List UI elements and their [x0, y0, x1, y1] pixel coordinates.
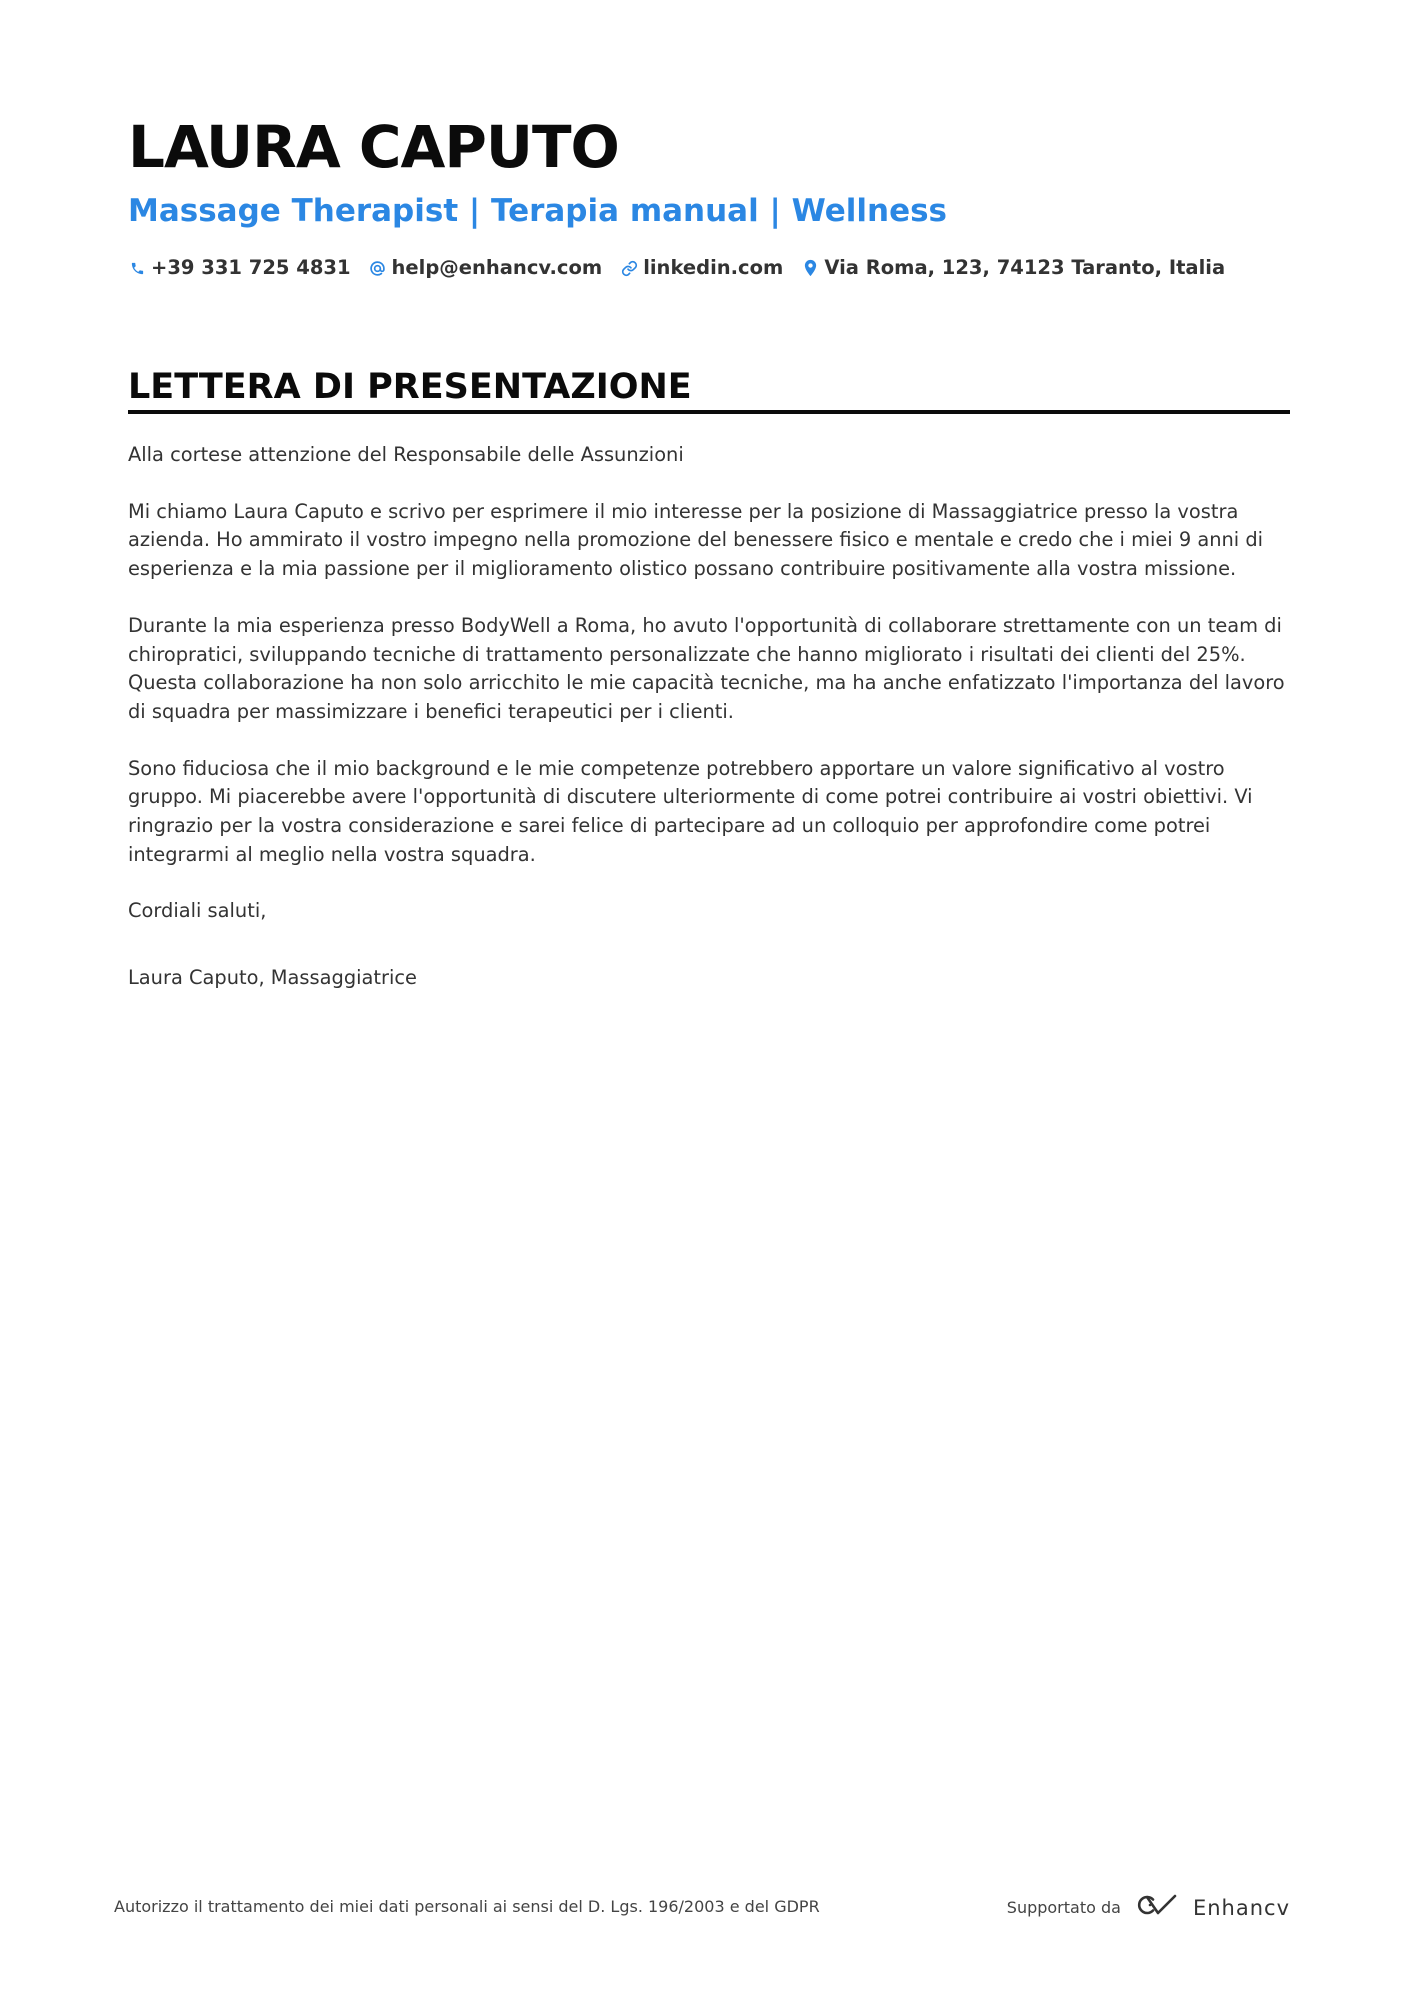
- privacy-consent-note: Autorizzo il trattamento dei miei dati personali ai sensi del D. Lgs. 196/2003 e del GDPR: [114, 1897, 820, 1916]
- section-title: LETTERA DI PRESENTAZIONE: [128, 367, 692, 407]
- contact-info-row: [128, 254, 1243, 282]
- link-icon: [620, 258, 638, 278]
- location-pin-icon: [801, 258, 819, 278]
- contact-address: [801, 254, 1225, 282]
- phone-icon: [128, 258, 146, 278]
- contact-email-text: help@enhancv.com: [391, 256, 603, 279]
- letter-paragraph: Sono fiduciosa che il mio background e le mie competenze potrebbero apportare un valore significativo al vostro gruppo. Mi piacerebbe avere l'opportunità di discutere ulteriormente di come potrei contribuire ai vostri obiettivi. Vi ringrazio per la vostra considerazione e sarei felice di partecipare ad un colloquio per approfondire come potrei integrarmi al meglio nella vostra squadra.: [128, 756, 1253, 866]
- at-icon: [369, 258, 387, 278]
- letter-salutation: Alla cortese attenzione del Responsabile delle Assunzioni: [128, 443, 684, 466]
- section-divider: [128, 410, 1290, 414]
- letter-signature: Laura Caputo, Massaggiatrice: [128, 966, 417, 990]
- letter-paragraph: Mi chiamo Laura Caputo e scrivo per esprimere il mio interesse per la posizione di Massaggiatrice presso la vostra azienda. Ho ammirato il vostro impegno nella promozione del benessere fisico e mentale e credo che i miei 9 anni di esperienza e la mia passione per il miglioramento olistico possano contribuire positivamente alla vostra missione.: [128, 499, 1264, 581]
- enhancv-logo-icon: [1133, 1892, 1193, 1923]
- letter-closing: Cordiali saluti,: [128, 899, 267, 923]
- contact-phone-text: +39 331 725 4831: [151, 256, 351, 279]
- letter-body: [128, 441, 1290, 1021]
- contact-address-text: Via Roma, 123, 74123 Taranto, Italia: [824, 256, 1226, 279]
- contact-linkedin[interactable]: [620, 254, 783, 282]
- contact-phone[interactable]: [128, 254, 351, 282]
- letter-paragraph: Durante la mia esperienza presso BodyWell a Roma, ho avuto l'opportunità di collaborare strettamente con un team di chiropratici, sviluppando tecniche di trattamento personalizzate che hanno migliorato i risultati dei clienti del 25%. Questa collaborazione ha non solo arricchito le mie capacità tecniche, ma ha anche enfatizzato l'importanza del lavoro di squadra per massimizzare i benefici terapeutici per i clienti.: [128, 613, 1285, 723]
- powered-by[interactable]: [1007, 1892, 1290, 1923]
- enhancv-logo-text: Enhancv: [1192, 1895, 1290, 1920]
- contact-email[interactable]: [369, 254, 603, 282]
- contact-linkedin-text: linkedin.com: [643, 256, 784, 279]
- powered-by-label: Supportato da: [1006, 1897, 1121, 1917]
- candidate-name: LAURA CAPUTO: [128, 113, 619, 181]
- candidate-headline: Massage Therapist | Terapia manual | Wellness: [128, 193, 948, 229]
